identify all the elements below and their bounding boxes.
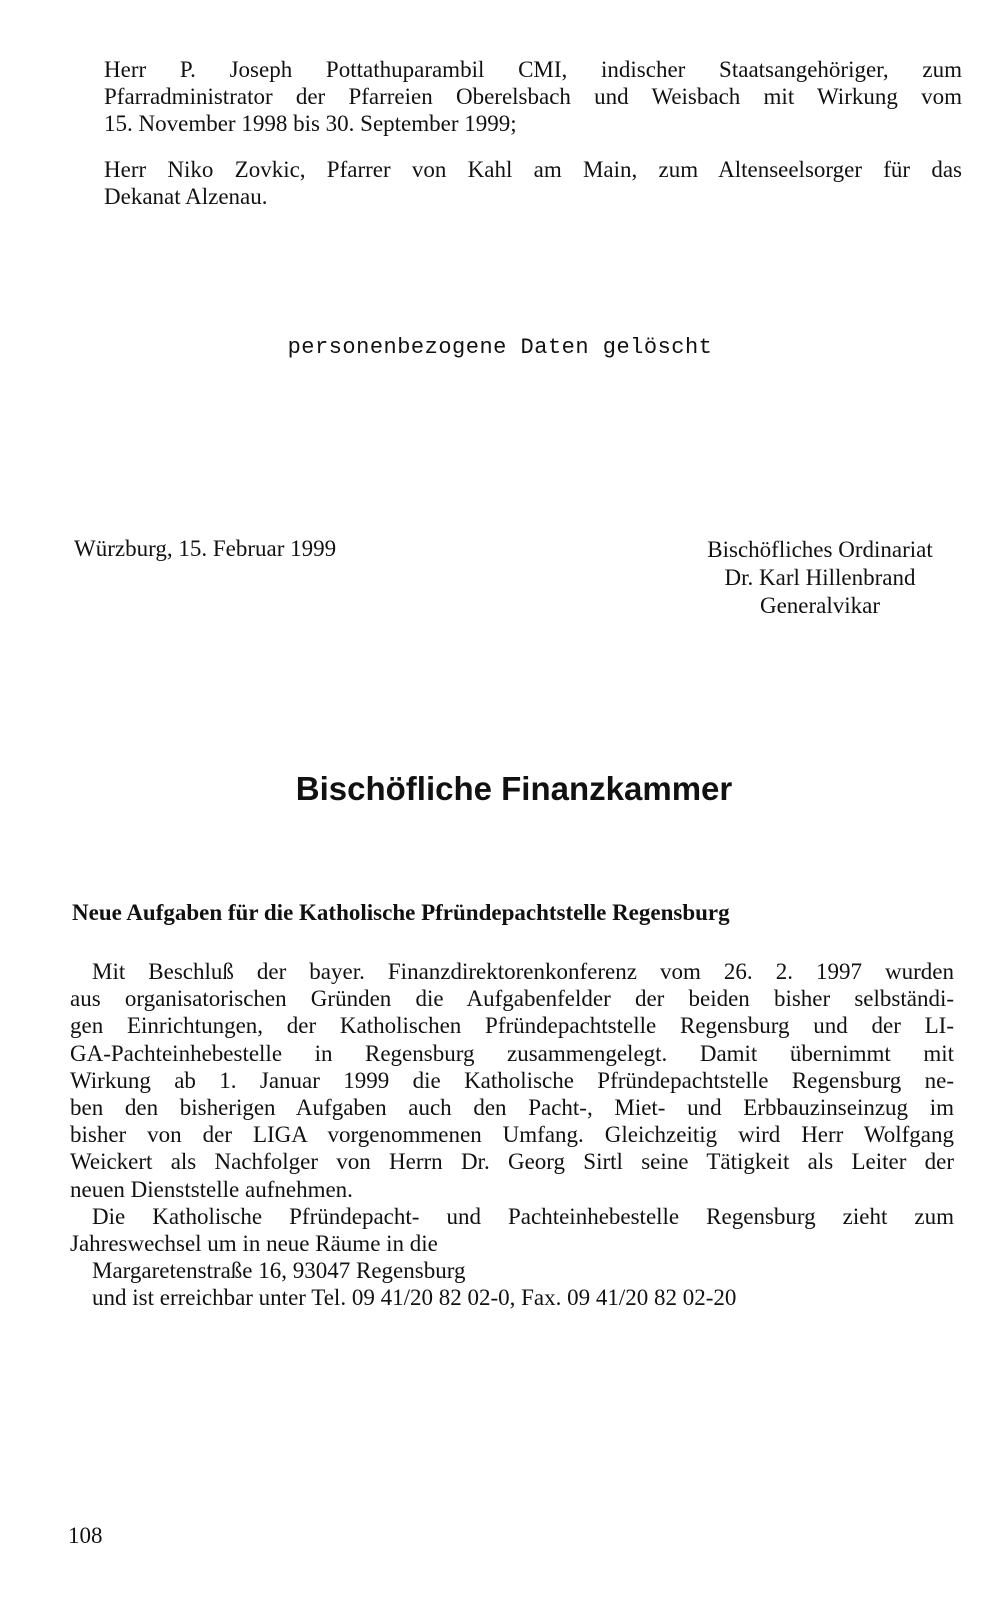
text-line: bisher von der LIGA vorgenommenen Umfang. Gleichzeitig wird Herr Wolfgang xyxy=(70,1122,954,1148)
text-line: aus organisatorischen Gründen die Aufgabenfelder der beiden bisher selbständi- xyxy=(70,986,954,1012)
signature-title: Generalvikar xyxy=(759,593,881,618)
text-line: Pfarradministrator der Pfarreien Oberelsbach und Weisbach mit Wirkung vom xyxy=(104,84,962,109)
appointment-paragraph-pottathuparambil xyxy=(104,56,962,137)
text-line: Mit Beschluß der bayer. Finanzdirektorenkonferenz vom 26. 2. 1997 wurden xyxy=(92,959,954,984)
text-line: neuen Dienststelle aufnehmen. xyxy=(70,1176,353,1202)
text-line: Die Katholische Pfründepacht- und Pachteinhebestelle Regensburg zieht zum xyxy=(92,1203,954,1229)
place-date: Würzburg, 15. Februar 1999 xyxy=(74,536,337,561)
text-line: Wirkung ab 1. Januar 1999 die Katholische Pfründepachtstelle Regensburg ne- xyxy=(70,1067,954,1093)
article-body xyxy=(70,958,954,1312)
signature-block xyxy=(660,536,980,620)
contact-line: und ist erreichbar unter Tel. 09 41/20 82 02-0, Fax. 09 41/20 82 02-20 xyxy=(92,1285,737,1311)
page-number: 108 xyxy=(68,1523,103,1548)
text-line: Herr Niko Zovkic, Pfarrer von Kahl am Main, zum Altenseelsorger für das xyxy=(104,157,962,182)
article-title: Neue Aufgaben für die Katholische Pfründepachtstelle Regensburg xyxy=(72,900,730,925)
text-line: ben den bisherigen Aufgaben auch den Pacht-, Miet- und Erbbauzinseinzug im xyxy=(70,1095,954,1121)
section-heading: Bischöfliche Finanzkammer xyxy=(295,770,733,807)
text-line: Dekanat Alzenau. xyxy=(104,184,268,209)
text-line: Jahreswechsel um in neue Räume in die xyxy=(70,1231,438,1257)
appointment-paragraph-zovkic xyxy=(104,156,962,210)
text-line: GA-Pachteinhebestelle in Regensburg zusammengelegt. Damit übernimmt mit xyxy=(70,1040,954,1066)
text-line: Herr P. Joseph Pottathuparambil CMI, indischer Staatsangehöriger, zum xyxy=(104,57,962,82)
signature-office: Bischöfliches Ordinariat xyxy=(707,537,933,562)
text-line: Weickert als Nachfolger von Herrn Dr. Georg Sirtl seine Tätigkeit als Leiter der xyxy=(70,1149,954,1175)
redaction-note: personenbezogene Daten gelöscht xyxy=(287,335,713,360)
signature-name: Dr. Karl Hillenbrand xyxy=(724,565,916,590)
text-line: 15. November 1998 bis 30. September 1999; xyxy=(104,111,517,136)
text-line: gen Einrichtungen, der Katholischen Pfründepachtstelle Regensburg und der LI- xyxy=(70,1013,954,1039)
address-line: Margaretenstraße 16, 93047 Regensburg xyxy=(92,1258,466,1284)
